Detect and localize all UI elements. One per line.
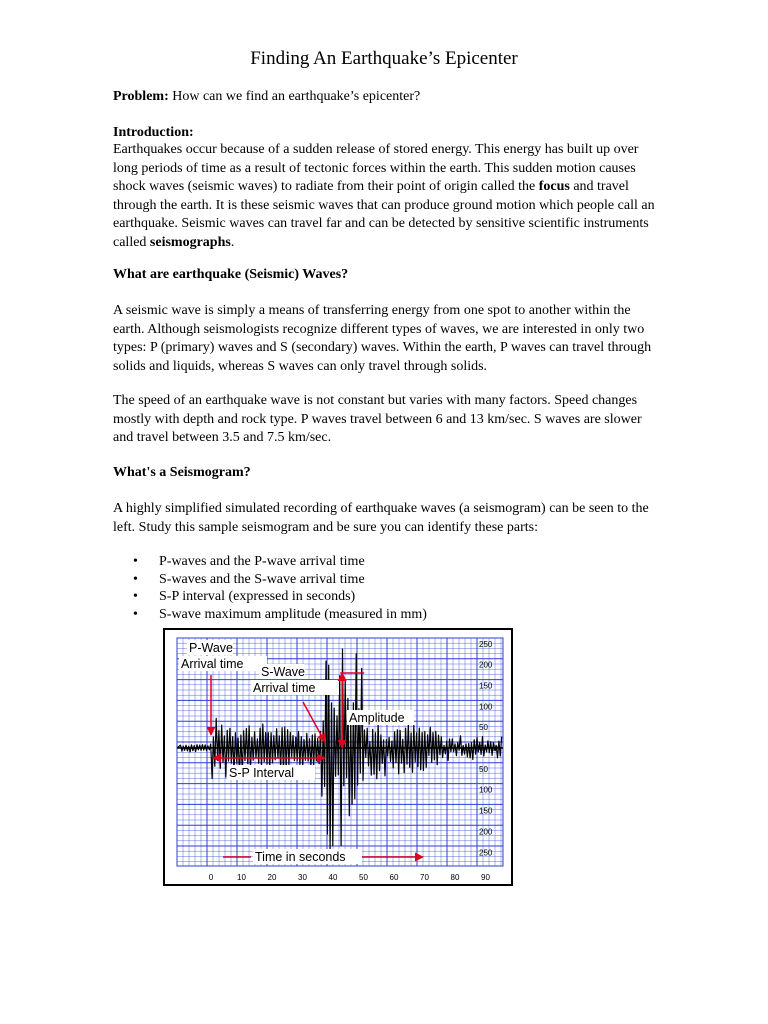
problem-line — [113, 88, 658, 107]
y-tick-label: 0 mm — [479, 744, 499, 753]
y-tick-label: 200 — [479, 827, 493, 837]
waves-paragraph-2: The speed of an earthquake wave is not constant but varies with many factors. Speed changes mostly with depth and rock type. P waves travel between 6 and 13 km/sec. S waves are slower and travel between 3.5 and 7.5 km/sec. — [113, 393, 642, 445]
x-tick-label: 90 — [481, 873, 490, 882]
x-tick-label: 40 — [328, 873, 338, 882]
y-tick-label: 150 — [479, 681, 493, 691]
y-tick-label: 200 — [479, 660, 493, 670]
waves-paragraph-1: A seismic wave is simply a means of transferring energy from one spot to another within the earth. Although seismologists recognize different types of waves, we are interested in only two types: P (primary) waves and S (secondary) waves. Within the earth, P waves can travel through solids and liquids, whereas S waves can only travel through solids. — [113, 303, 652, 374]
y-tick-label: 150 — [479, 806, 493, 816]
seismogram-heading: What's a Seismogram? — [113, 465, 251, 480]
time-axis-label: Time in seconds — [255, 850, 346, 864]
waves-heading: What are earthquake (Seismic) Waves? — [113, 267, 349, 282]
list-item: • S-waves and the S-wave arrival time — [113, 571, 658, 589]
page-title: Finding An Earthquake’s Epicenter — [250, 48, 518, 69]
introduction-heading: Introduction: — [113, 125, 194, 140]
sp-interval-label: S-P Interval — [229, 766, 295, 780]
list-item: • S-wave maximum amplitude (measured in mm) — [113, 606, 658, 624]
parts-list — [113, 553, 658, 623]
x-tick-label: 50 — [359, 873, 368, 882]
y-tick-label: 50 — [479, 764, 488, 774]
amplitude-label: Amplitude — [349, 711, 405, 725]
seismogram-paragraph: A highly simplified simulated recording of earthquake waves (a seismogram) can be seen to the left. Study this sample seismogram and be sure you can identify these parts: — [113, 501, 649, 535]
seismographs-term: seismographs — [149, 234, 231, 250]
seismogram-chart — [165, 630, 511, 884]
x-tick-label: 70 — [420, 873, 429, 882]
problem-label: Problem: — [113, 89, 169, 104]
x-tick-label: 30 — [298, 873, 307, 882]
focus-term: focus — [538, 179, 570, 194]
y-tick-label: 50 — [479, 723, 488, 733]
y-tick-label: 250 — [479, 639, 493, 649]
list-item: • P-waves and the P-wave arrival time — [113, 553, 658, 571]
y-tick-label: 100 — [479, 702, 493, 712]
x-tick-label: 60 — [389, 873, 399, 882]
s-wave-arrival-label: Arrival time — [253, 681, 316, 695]
introduction-paragraph: Earthquakes occur because of a sudden release of stored energy. This energy has built up over long periods of time as a result of tectonic forces within the earth. This sudden motion causes shock waves (seismic waves) to radiate from their point of origin called the focus and travel through the earth. It is these seismic waves that can produce ground motion which people call an earthquake. Seismic waves can travel far and can be detected by sensitive scientific instruments called seismographs. — [113, 142, 655, 250]
x-tick-label: 80 — [450, 873, 460, 882]
seismogram-figure — [163, 628, 513, 886]
p-wave-label: P-Wave — [189, 641, 233, 655]
problem-text: How can we find an earthquake’s epicenter? — [168, 89, 421, 104]
y-tick-label: 100 — [479, 785, 493, 795]
x-tick-label: 20 — [267, 873, 277, 882]
y-tick-label: 250 — [479, 848, 493, 858]
x-tick-label: 0 — [208, 873, 214, 882]
x-tick-label: 10 — [237, 873, 246, 882]
list-item: • S-P interval (expressed in seconds) — [113, 588, 658, 606]
p-wave-arrival-label: Arrival time — [181, 657, 244, 671]
s-wave-label: S-Wave — [261, 665, 305, 679]
